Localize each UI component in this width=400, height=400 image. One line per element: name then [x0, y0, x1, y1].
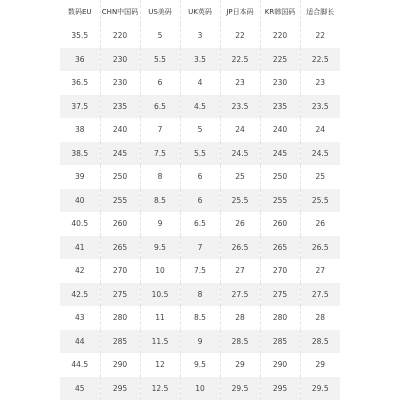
cell-eu: 43 — [60, 306, 100, 330]
cell-jp: 28 — [220, 306, 260, 330]
cell-foot-length: 23 — [300, 71, 340, 95]
header-chn: CHN中国码 — [100, 0, 140, 24]
cell-us: 6.5 — [140, 95, 180, 119]
cell-eu: 39 — [60, 165, 100, 189]
cell-chn: 260 — [100, 212, 140, 236]
cell-chn: 270 — [100, 259, 140, 283]
cell-eu: 38 — [60, 118, 100, 142]
table-row — [60, 236, 340, 260]
cell-chn: 240 — [100, 118, 140, 142]
cell-jp: 25 — [220, 165, 260, 189]
cell-kr: 240 — [260, 118, 300, 142]
cell-us: 9 — [140, 212, 180, 236]
cell-kr: 275 — [260, 283, 300, 307]
cell-kr: 230 — [260, 71, 300, 95]
cell-eu: 45 — [60, 377, 100, 400]
cell-uk: 6 — [180, 165, 220, 189]
cell-eu: 36 — [60, 48, 100, 72]
table-row — [60, 189, 340, 213]
cell-jp: 26.5 — [220, 236, 260, 260]
cell-eu: 42.5 — [60, 283, 100, 307]
cell-us: 10.5 — [140, 283, 180, 307]
cell-eu: 38.5 — [60, 142, 100, 166]
cell-jp: 29.5 — [220, 377, 260, 400]
cell-uk: 4.5 — [180, 95, 220, 119]
table-row — [60, 142, 340, 166]
table-row — [60, 377, 340, 400]
table-row — [60, 306, 340, 330]
cell-uk: 5.5 — [180, 142, 220, 166]
cell-chn: 280 — [100, 306, 140, 330]
cell-foot-length: 26 — [300, 212, 340, 236]
header-uk: UK英码 — [180, 0, 220, 24]
cell-kr: 290 — [260, 353, 300, 377]
cell-kr: 265 — [260, 236, 300, 260]
cell-us: 7 — [140, 118, 180, 142]
cell-uk: 3 — [180, 24, 220, 48]
cell-jp: 28.5 — [220, 330, 260, 354]
cell-chn: 275 — [100, 283, 140, 307]
cell-foot-length: 27.5 — [300, 283, 340, 307]
cell-chn: 245 — [100, 142, 140, 166]
cell-uk: 8.5 — [180, 306, 220, 330]
header-jp: JP日本码 — [220, 0, 260, 24]
cell-jp: 27.5 — [220, 283, 260, 307]
cell-kr: 235 — [260, 95, 300, 119]
cell-chn: 230 — [100, 71, 140, 95]
cell-us: 5.5 — [140, 48, 180, 72]
cell-eu: 40.5 — [60, 212, 100, 236]
cell-eu: 41 — [60, 236, 100, 260]
cell-jp: 25.5 — [220, 189, 260, 213]
cell-eu: 36.5 — [60, 71, 100, 95]
table-row — [60, 71, 340, 95]
cell-foot-length: 29 — [300, 353, 340, 377]
table-row — [60, 165, 340, 189]
cell-uk: 7 — [180, 236, 220, 260]
header-kr: KR韩国码 — [260, 0, 300, 24]
cell-uk: 9 — [180, 330, 220, 354]
cell-chn: 290 — [100, 353, 140, 377]
cell-kr: 295 — [260, 377, 300, 400]
table-row — [60, 48, 340, 72]
cell-jp: 23 — [220, 71, 260, 95]
cell-us: 6 — [140, 71, 180, 95]
cell-jp: 22.5 — [220, 48, 260, 72]
cell-uk: 8 — [180, 283, 220, 307]
cell-us: 9.5 — [140, 236, 180, 260]
cell-us: 11 — [140, 306, 180, 330]
table-row — [60, 330, 340, 354]
cell-foot-length: 29.5 — [300, 377, 340, 400]
cell-eu: 44 — [60, 330, 100, 354]
cell-us: 11.5 — [140, 330, 180, 354]
cell-uk: 6 — [180, 189, 220, 213]
cell-us: 12 — [140, 353, 180, 377]
cell-kr: 225 — [260, 48, 300, 72]
cell-chn: 250 — [100, 165, 140, 189]
cell-kr: 285 — [260, 330, 300, 354]
cell-foot-length: 25.5 — [300, 189, 340, 213]
cell-us: 10 — [140, 259, 180, 283]
cell-eu: 44.5 — [60, 353, 100, 377]
cell-foot-length: 24 — [300, 118, 340, 142]
cell-foot-length: 27 — [300, 259, 340, 283]
cell-uk: 3.5 — [180, 48, 220, 72]
cell-chn: 220 — [100, 24, 140, 48]
cell-kr: 220 — [260, 24, 300, 48]
table-row — [60, 118, 340, 142]
cell-kr: 280 — [260, 306, 300, 330]
table-row — [60, 259, 340, 283]
cell-foot-length: 23.5 — [300, 95, 340, 119]
cell-eu: 35.5 — [60, 24, 100, 48]
table-row — [60, 212, 340, 236]
cell-jp: 22 — [220, 24, 260, 48]
cell-foot-length: 25 — [300, 165, 340, 189]
header-us: US美码 — [140, 0, 180, 24]
cell-uk: 4 — [180, 71, 220, 95]
cell-chn: 265 — [100, 236, 140, 260]
cell-foot-length: 28.5 — [300, 330, 340, 354]
cell-us: 7.5 — [140, 142, 180, 166]
cell-eu: 42 — [60, 259, 100, 283]
cell-uk: 9.5 — [180, 353, 220, 377]
cell-us: 12.5 — [140, 377, 180, 400]
cell-uk: 6.5 — [180, 212, 220, 236]
table-row — [60, 353, 340, 377]
cell-jp: 26 — [220, 212, 260, 236]
cell-eu: 37.5 — [60, 95, 100, 119]
cell-kr: 250 — [260, 165, 300, 189]
header-row — [60, 0, 340, 24]
cell-foot-length: 26.5 — [300, 236, 340, 260]
cell-kr: 270 — [260, 259, 300, 283]
header-eu: 数码EU — [67, 8, 92, 16]
size-chart-table — [60, 0, 340, 400]
cell-kr: 255 — [260, 189, 300, 213]
cell-kr: 245 — [260, 142, 300, 166]
cell-chn: 230 — [100, 48, 140, 72]
table-row — [60, 24, 340, 48]
cell-foot-length: 22 — [300, 24, 340, 48]
cell-jp: 24.5 — [220, 142, 260, 166]
cell-chn: 255 — [100, 189, 140, 213]
cell-chn: 285 — [100, 330, 140, 354]
cell-chn: 235 — [100, 95, 140, 119]
cell-jp: 27 — [220, 259, 260, 283]
table-row — [60, 283, 340, 307]
cell-us: 5 — [140, 24, 180, 48]
cell-kr: 260 — [260, 212, 300, 236]
cell-us: 8 — [140, 165, 180, 189]
cell-chn: 295 — [100, 377, 140, 400]
cell-foot-length: 24.5 — [300, 142, 340, 166]
header-foot-length: 适合脚长 — [300, 0, 340, 24]
cell-jp: 29 — [220, 353, 260, 377]
cell-jp: 24 — [220, 118, 260, 142]
cell-us: 8.5 — [140, 189, 180, 213]
cell-uk: 7.5 — [180, 259, 220, 283]
cell-uk: 10 — [180, 377, 220, 400]
cell-eu: 40 — [60, 189, 100, 213]
cell-foot-length: 22.5 — [300, 48, 340, 72]
table-row — [60, 95, 340, 119]
cell-foot-length: 28 — [300, 306, 340, 330]
cell-uk: 5 — [180, 118, 220, 142]
size-rows — [60, 24, 340, 400]
cell-jp: 23.5 — [220, 95, 260, 119]
